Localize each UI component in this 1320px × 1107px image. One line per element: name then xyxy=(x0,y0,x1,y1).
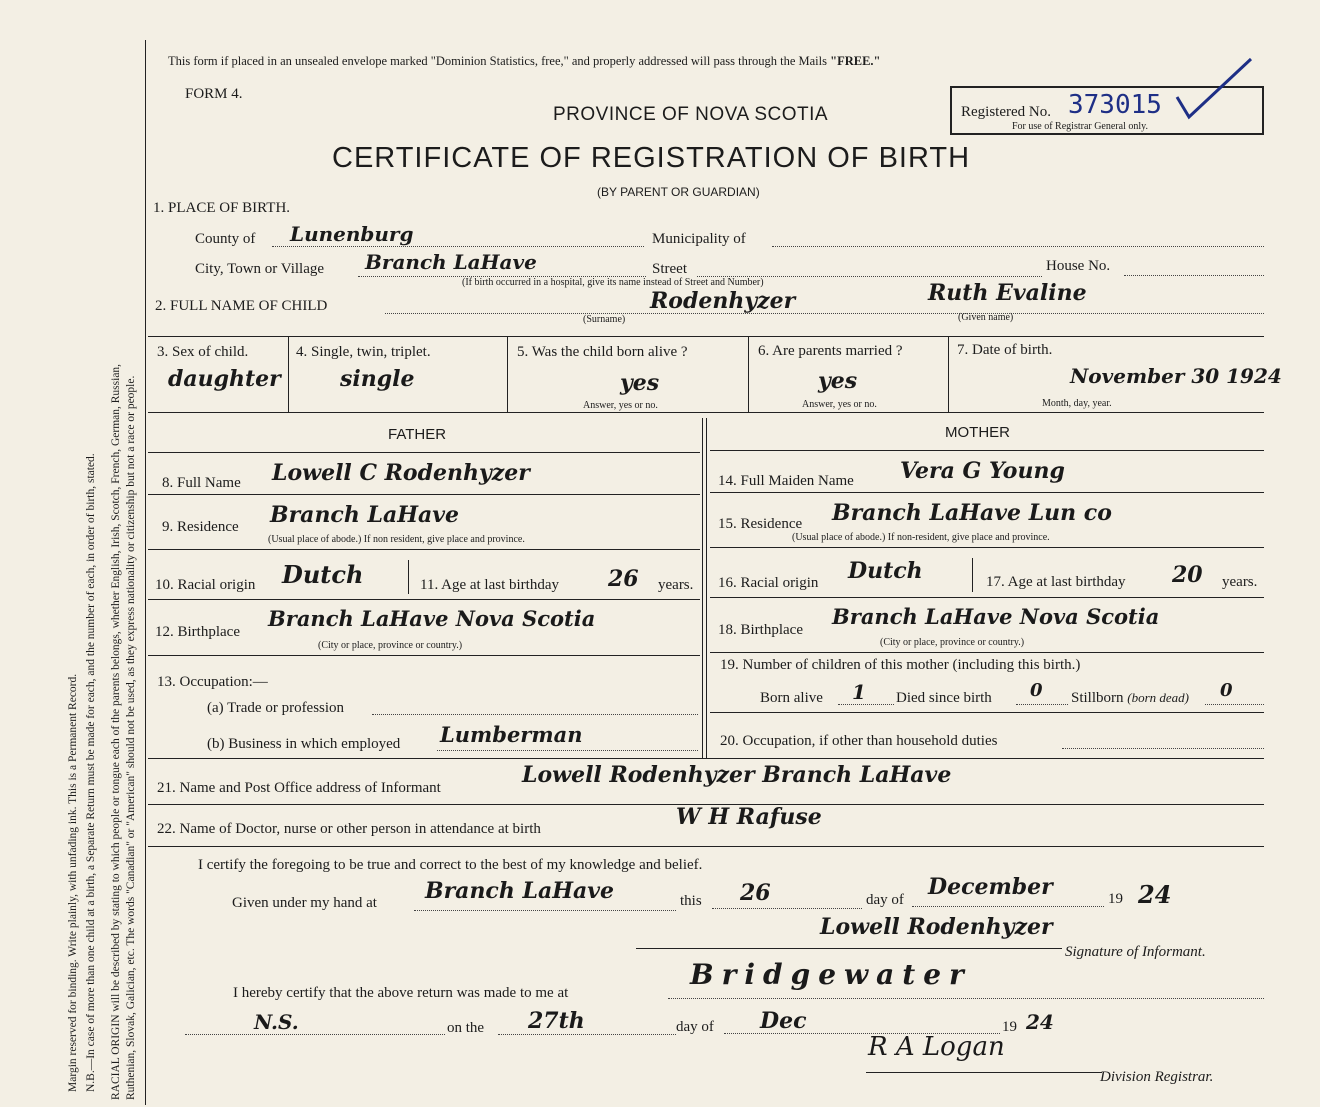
certification-statement: I certify the foregoing to be true and correct to the best of my knowledge and belief. xyxy=(198,857,703,873)
stillborn-count: 0 xyxy=(1220,680,1233,701)
father-age-unit: years. xyxy=(658,577,694,593)
father-racial-value: Dutch xyxy=(282,560,364,589)
margin-note-binding: Margin reserved for binding. Write plainly, with unfading ink. This is a Permanent Record. xyxy=(67,673,79,1092)
page-title: CERTIFICATE OF REGISTRATION OF BIRTH xyxy=(332,142,971,174)
mother-residence-value: Branch LaHave Lun co xyxy=(832,500,1112,526)
dob-note: Month, day, year. xyxy=(1042,398,1112,409)
return-place-value: Bridgewater xyxy=(690,958,972,991)
margin-rule xyxy=(145,40,146,1105)
mother-heading: MOTHER xyxy=(945,424,1010,441)
mother-racial-value: Dutch xyxy=(848,558,923,584)
this-label: this xyxy=(680,893,702,909)
father-occupation-label: 13. Occupation:— xyxy=(157,674,268,690)
born-alive-value: yes xyxy=(620,370,660,396)
dob-value: November 30 1924 xyxy=(1070,364,1282,388)
checkmark-icon xyxy=(1175,55,1255,125)
mother-birthplace-value: Branch LaHave Nova Scotia xyxy=(832,604,1160,629)
mail-notice: This form if placed in an unsealed envelope marked "Dominion Statistics, free," and properly addressed will pass through the Mails "FREE." xyxy=(168,54,881,68)
mother-birthplace-note: (City or place, province or country.) xyxy=(880,637,1025,648)
mother-name-value: Vera G Young xyxy=(900,458,1065,484)
died-since-birth-label: Died since birth xyxy=(896,690,992,706)
margin-note-multiple-births: N.B.—In case of more than one child at a birth, a Separate Return must be made for each, and the number of each, in order of birth, stated. xyxy=(85,453,97,1092)
day-of-label-2: day of xyxy=(676,1019,714,1035)
return-province-value: N.S. xyxy=(254,1010,299,1034)
father-residence-value: Branch LaHave xyxy=(270,502,460,528)
father-racial-label: 10. Racial origin xyxy=(155,577,256,593)
mother-birthplace-label: 18. Birthplace xyxy=(718,622,803,638)
registered-number: 373015 xyxy=(1068,90,1162,120)
child-given-name: Ruth Evaline xyxy=(928,280,1087,306)
father-residence-note: (Usual place of abode.) If non resident, give place and province. xyxy=(268,534,525,545)
mother-children-label: 19. Number of children of this mother (including this birth.) xyxy=(720,657,1081,673)
born-alive-count-label: Born alive xyxy=(760,690,823,706)
married-label: 6. Are parents married ? xyxy=(758,343,903,359)
given-year-prefix: 19 xyxy=(1108,891,1123,907)
informant-value: Lowell Rodenhyzer Branch LaHave xyxy=(522,762,952,788)
sex-label: 3. Sex of child. xyxy=(157,344,249,360)
father-name-value: Lowell C Rodenhyzer xyxy=(272,460,530,486)
stillborn-label: Stillborn (born dead) xyxy=(1071,690,1190,706)
province-heading: PROVINCE OF NOVA SCOTIA xyxy=(553,104,829,125)
sex-value: daughter xyxy=(168,366,281,392)
surname-note: (Surname) xyxy=(583,314,626,325)
plurality-value: single xyxy=(340,366,415,392)
plurality-label: 4. Single, twin, triplet. xyxy=(296,344,431,360)
given-month-value: December xyxy=(928,874,1053,900)
given-year-suffix: 24 xyxy=(1138,880,1172,909)
mother-residence-note: (Usual place of abode.) If non-resident, give place and province. xyxy=(792,532,1050,543)
married-value: yes xyxy=(818,368,858,394)
mother-occupation-label: 20. Occupation, if other than household duties xyxy=(720,733,998,749)
father-name-label: 8. Full Name xyxy=(162,475,241,491)
given-under-hand-label: Given under my hand at xyxy=(232,895,377,911)
given-place-value: Branch LaHave xyxy=(425,878,615,904)
signature-label: Signature of Informant. xyxy=(1065,944,1206,960)
doctor-value: W H Rafuse xyxy=(676,804,822,830)
informant-signature: Lowell Rodenhyzer xyxy=(820,914,1053,940)
given-day-value: 26 xyxy=(740,880,771,906)
house-label: House No. xyxy=(1046,258,1111,274)
mother-age-label: 17. Age at last birthday xyxy=(986,574,1126,590)
father-age-label: 11. Age at last birthday xyxy=(420,577,559,593)
margin-note-racial-origin: RACIAL ORIGIN will be described by stating to which people or tongue each of the parents belongs, whether English, Irish, Scotch, French, German, Russian, xyxy=(110,363,122,1100)
registrar-signature: R A Logan xyxy=(868,1032,1005,1062)
county-value: Lunenburg xyxy=(290,222,414,246)
dob-label: 7. Date of birth. xyxy=(957,342,1053,358)
father-birthplace-value: Branch LaHave Nova Scotia xyxy=(268,606,596,631)
married-note: Answer, yes or no. xyxy=(802,399,877,410)
place-of-birth-heading: 1. PLACE OF BIRTH. xyxy=(153,200,291,216)
mother-residence-label: 15. Residence xyxy=(718,516,803,532)
street-label: Street xyxy=(652,261,687,277)
on-the-label: on the xyxy=(447,1020,485,1036)
street-note: (If birth occurred in a hospital, give its name instead of Street and Number) xyxy=(462,277,764,288)
father-business-label: (b) Business in which employed xyxy=(207,736,401,752)
registrar-label: Division Registrar. xyxy=(1100,1069,1214,1085)
born-alive-note: Answer, yes or no. xyxy=(583,400,658,411)
return-label: I hereby certify that the above return was made to me at xyxy=(233,985,569,1001)
municipality-label: Municipality of xyxy=(652,231,746,247)
father-business-value: Lumberman xyxy=(440,722,583,747)
father-age-value: 26 xyxy=(608,566,639,592)
city-label: City, Town or Village xyxy=(195,261,325,277)
father-residence-label: 9. Residence xyxy=(162,519,239,535)
return-year-suffix: 24 xyxy=(1026,1010,1054,1034)
died-since-birth-count: 0 xyxy=(1030,680,1043,701)
father-heading: FATHER xyxy=(388,426,447,443)
mother-racial-label: 16. Racial origin xyxy=(718,575,819,591)
registered-label: Registered No. xyxy=(961,104,1051,120)
born-alive-count: 1 xyxy=(852,680,866,704)
return-year-prefix: 19 xyxy=(1002,1019,1017,1035)
doctor-label: 22. Name of Doctor, nurse or other person in attendance at birth xyxy=(157,821,541,837)
page-subtitle: (BY PARENT OR GUARDIAN) xyxy=(597,185,760,199)
day-of-label: day of xyxy=(866,892,904,908)
margin-note-racial-origin-2: Ruthenian, Slovak, Galician, etc. The words "Canadian" or "American" should not be used, as they express nationality or citizenship but not a race or people. xyxy=(125,375,137,1100)
return-month-value: Dec xyxy=(760,1008,807,1034)
mother-age-unit: years. xyxy=(1222,574,1258,590)
born-alive-label: 5. Was the child born alive ? xyxy=(517,344,688,360)
informant-label: 21. Name and Post Office address of Informant xyxy=(157,780,441,796)
registrar-note: For use of Registrar General only. xyxy=(1012,121,1148,132)
father-trade-label: (a) Trade or profession xyxy=(207,700,345,716)
child-surname: Rodenhyzer xyxy=(650,288,796,314)
city-value: Branch LaHave xyxy=(365,250,537,274)
form-number: FORM 4. xyxy=(185,86,243,102)
father-birthplace-label: 12. Birthplace xyxy=(155,624,240,640)
father-birthplace-note: (City or place, province or country.) xyxy=(318,640,463,651)
return-day-value: 27th xyxy=(528,1008,585,1034)
mother-age-value: 20 xyxy=(1172,562,1203,588)
child-name-label: 2. FULL NAME OF CHILD xyxy=(155,298,328,314)
given-name-note: (Given name) xyxy=(958,312,1014,323)
mother-name-label: 14. Full Maiden Name xyxy=(718,473,854,489)
county-label: County of xyxy=(195,231,256,247)
